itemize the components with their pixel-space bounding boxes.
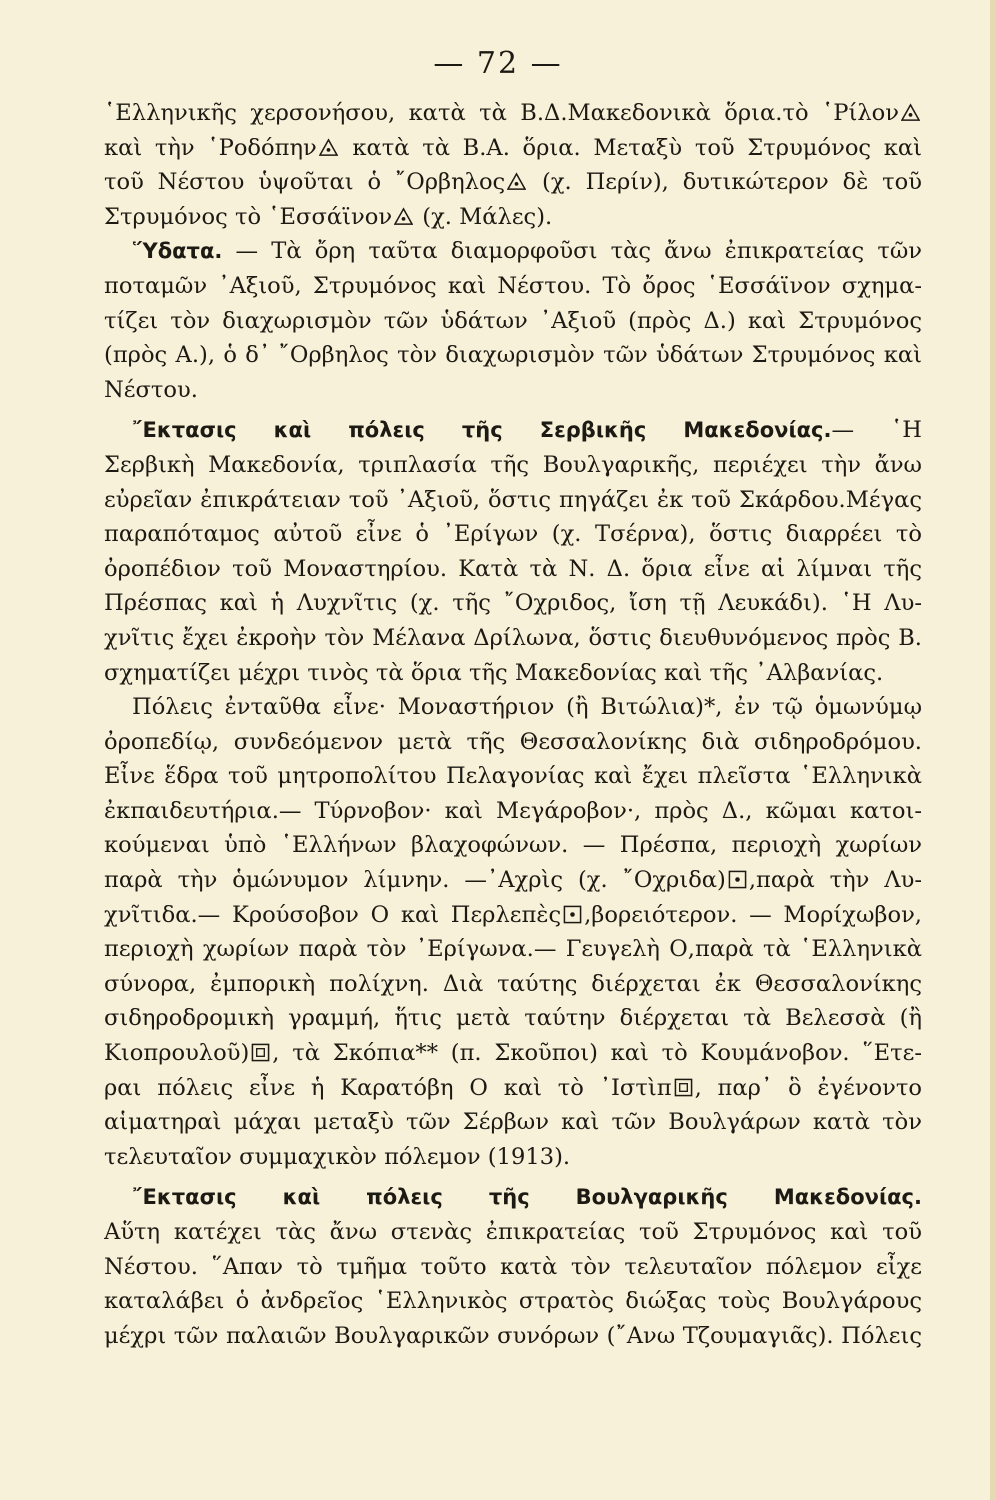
text-line: σιδηροδρομικὴ γραμμή, ἥτις μετὰ ταύτην διέρχεται τὰ Βελεσσὰ (ἢ — [104, 1005, 922, 1032]
text-line: χνῖτιδα.— Κρούσοβον Ο καὶ Περλεπὲς ,βορειότερον. — Μορίχωβον, — [104, 901, 922, 928]
text-line: ἐκπαιδευτήρια.— Τύρνοβον· καὶ Μεγάροβον·, πρὸς Δ., κῶμαι κατοι- — [104, 797, 922, 824]
text-line: τελευταῖον συμμαχικὸν πόλεμον (1913). — [104, 1143, 571, 1170]
text-line: Σερβικὴ Μακεδονία, τριπλασία τῆς Βουλγαρικῆς, περιέχει τὴν ἄνω — [104, 451, 922, 478]
text-line: σύνορα, ἐμπορικὴ πολίχνη. Διὰ ταύτης διέρχεται ἐκ Θεσσαλονίκης — [104, 970, 922, 997]
text-line: καταλάβει ὁ ἀνδρεῖος ῾Ελληνικὸς στρατὸς διώξας τοὺς Βουλγάρους — [104, 1288, 922, 1315]
mountain-triangle-icon — [901, 103, 920, 122]
text-line: σχηματίζει μέχρι τινὸς τὰ ὅρια τῆς Μακεδονίας καὶ τῆς ᾿Αλβανίας. — [104, 659, 884, 686]
page-number: — 72 — — [433, 46, 563, 81]
text-line: ὀροπεδίῳ, συνδεόμενον μετὰ τῆς Θεσσαλονίκης διὰ σιδηροδρόμου. — [104, 728, 922, 755]
text-line: ραι πόλεις εἶνε ἡ Καρατόβη Ο καὶ τὸ ᾿Ιστὶπ , παρ᾿ ὃ ἐγένοντο — [104, 1074, 922, 1101]
text-line: ποταμῶν ᾿Αξιοῦ, Στρυμόνος καὶ Νέστου. Τὸ ὄρος ῾Εσσάϊνον σχημα- — [104, 272, 922, 299]
text-line: χνῖτις ἔχει ἐκροὴν τὸν Μέλανα Δρίλωνα, ὅστις διευθυνόμενος πρὸς Β. — [104, 624, 922, 651]
text-line: Νέστου. ῞Απαν τὸ τμῆμα τοῦτο κατὰ τὸν τελευταῖον πόλεμον εἶχε — [104, 1253, 922, 1280]
text-line: παραπόταμος αὐτοῦ εἶνε ὁ ᾿Ερίγων (χ. Τσέρνα), ὅστις διαρρέει τὸ — [104, 521, 922, 548]
section-heading-bulgarian-macedonia: ῎Εκτασις καὶ πόλεις τῆς Βουλγαρικῆς Μακεδονίας. — [132, 1185, 922, 1210]
text-line: Πρέσπας καὶ ἡ Λυχνῖτις (χ. τῆς ῎Οχριδος, ἴση τῇ Λευκάδι). ῾Η Λυ- — [104, 590, 922, 617]
text-line: ῾Ελληνικῆς χερσονήσου, κατὰ τὰ Β.Δ.Μακεδονικὰ ὅρια.τὸ ῾Ρίλον — [104, 96, 922, 131]
section-heading-serbian-macedonia: ῎Εκτασις καὶ πόλεις τῆς Σερβικῆς Μακεδονίας. — [132, 418, 832, 443]
mountain-triangle-icon — [394, 207, 413, 226]
section-heading-waters: ῞Υδατα. — [132, 239, 223, 264]
text-line: Νέστου. — [104, 376, 198, 403]
text-line: αἱματηραὶ μάχαι μεταξὺ τῶν Σέρβων καὶ τῶν Βουλγάρων κατὰ τὸν — [104, 1109, 922, 1136]
body-text — [104, 96, 922, 1353]
text-line: ῎Εκτασις καὶ πόλεις τῆς Σερβικῆς Μακεδονίας.— ῾Η — [132, 417, 922, 444]
text-line: κούμεναι ὑπὸ ῾Ελλήνων βλαχοφώνων. — Πρέσπα, περιοχὴ χωρίων — [104, 832, 922, 859]
text-line: περιοχὴ χωρίων παρὰ τὸν ᾿Ερίγωνα.— Γευγελὴ Ο,παρὰ τὰ ῾Ελληνικὰ — [104, 936, 922, 963]
text-line: Αὕτη κατέχει τὰς ἄνω στενὰς ἐπικρατείας τοῦ Στρυμόνος καὶ τοῦ — [104, 1219, 922, 1245]
text-line: μέχρι τῶν παλαιῶν Βουλγαρικῶν συνόρων (῎Ανω Τζουμαγιᾶς). Πόλεις — [104, 1322, 922, 1349]
double-square-icon — [674, 1078, 693, 1097]
text-line — [104, 1180, 922, 1215]
text-line: τίζει τὸν διαχωρισμὸν τῶν ὑδάτων ᾿Αξιοῦ (πρὸς Δ.) καὶ Στρυμόνος — [104, 307, 922, 334]
mountain-triangle-icon — [319, 138, 338, 157]
text-line: εὐρεῖαν ἐπικράτειαν τοῦ ᾿Αξιοῦ, ὅστις πηγάζει ἐκ τοῦ Σκάρδου.Μέγας — [104, 486, 922, 513]
dotted-square-icon — [728, 870, 747, 889]
text-line: ὀροπέδιον τοῦ Μοναστηρίου. Κατὰ τὰ Ν. Δ. ὅρια εἶνε αἱ λίμναι τῆς — [104, 555, 922, 582]
mountain-triangle-icon — [507, 172, 526, 191]
text-line: Στρυμόνος τὸ ῾Εσσάϊνον (χ. Μάλες). — [104, 203, 553, 230]
double-square-icon — [251, 1043, 270, 1062]
text-line: τοῦ Νέστου ὑψοῦται ὁ ῎Ορβηλος (χ. Περίν), δυτικώτερον δὲ τοῦ — [104, 169, 922, 196]
text-line: Εἶνε ἕδρα τοῦ μητροπολίτου Πελαγονίας καὶ ἔχει πλεῖστα ῾Ελληνικὰ — [104, 763, 922, 790]
text-line: παρὰ τὴν ὁμώνυμον λίμνην. —᾿Αχρὶς (χ. ῎Οχριδα) ,παρὰ τὴν Λυ- — [104, 867, 922, 894]
dotted-square-icon — [563, 905, 582, 924]
text-line: καὶ τὴν ῾Ροδόπην κατὰ τὰ Β.Α. ὅρια. Μεταξὺ τοῦ Στρυμόνος καὶ — [104, 134, 922, 161]
text-line: Πόλεις ἐνταῦθα εἶνε· Μοναστήριον (ἢ Βιτώλια)*, ἐν τῷ ὁμωνύμῳ — [132, 694, 922, 721]
text-line: Κιοπρουλοῦ) , τὰ Σκόπια** (π. Σκοῦποι) καὶ τὸ Κουμάνοβον. ῞Ετε- — [104, 1040, 922, 1067]
text-line: (πρὸς Α.), ὁ δ᾿ ῎Ορβηλος τὸν διαχωρισμὸν τῶν ὑδάτων Στρυμόνος καὶ — [104, 342, 922, 369]
text-line: ῞Υδατα. — Τὰ ὄρη ταῦτα διαμορφοῦσι τὰς ἄνω ἐπικρατείας τῶν — [132, 238, 922, 265]
